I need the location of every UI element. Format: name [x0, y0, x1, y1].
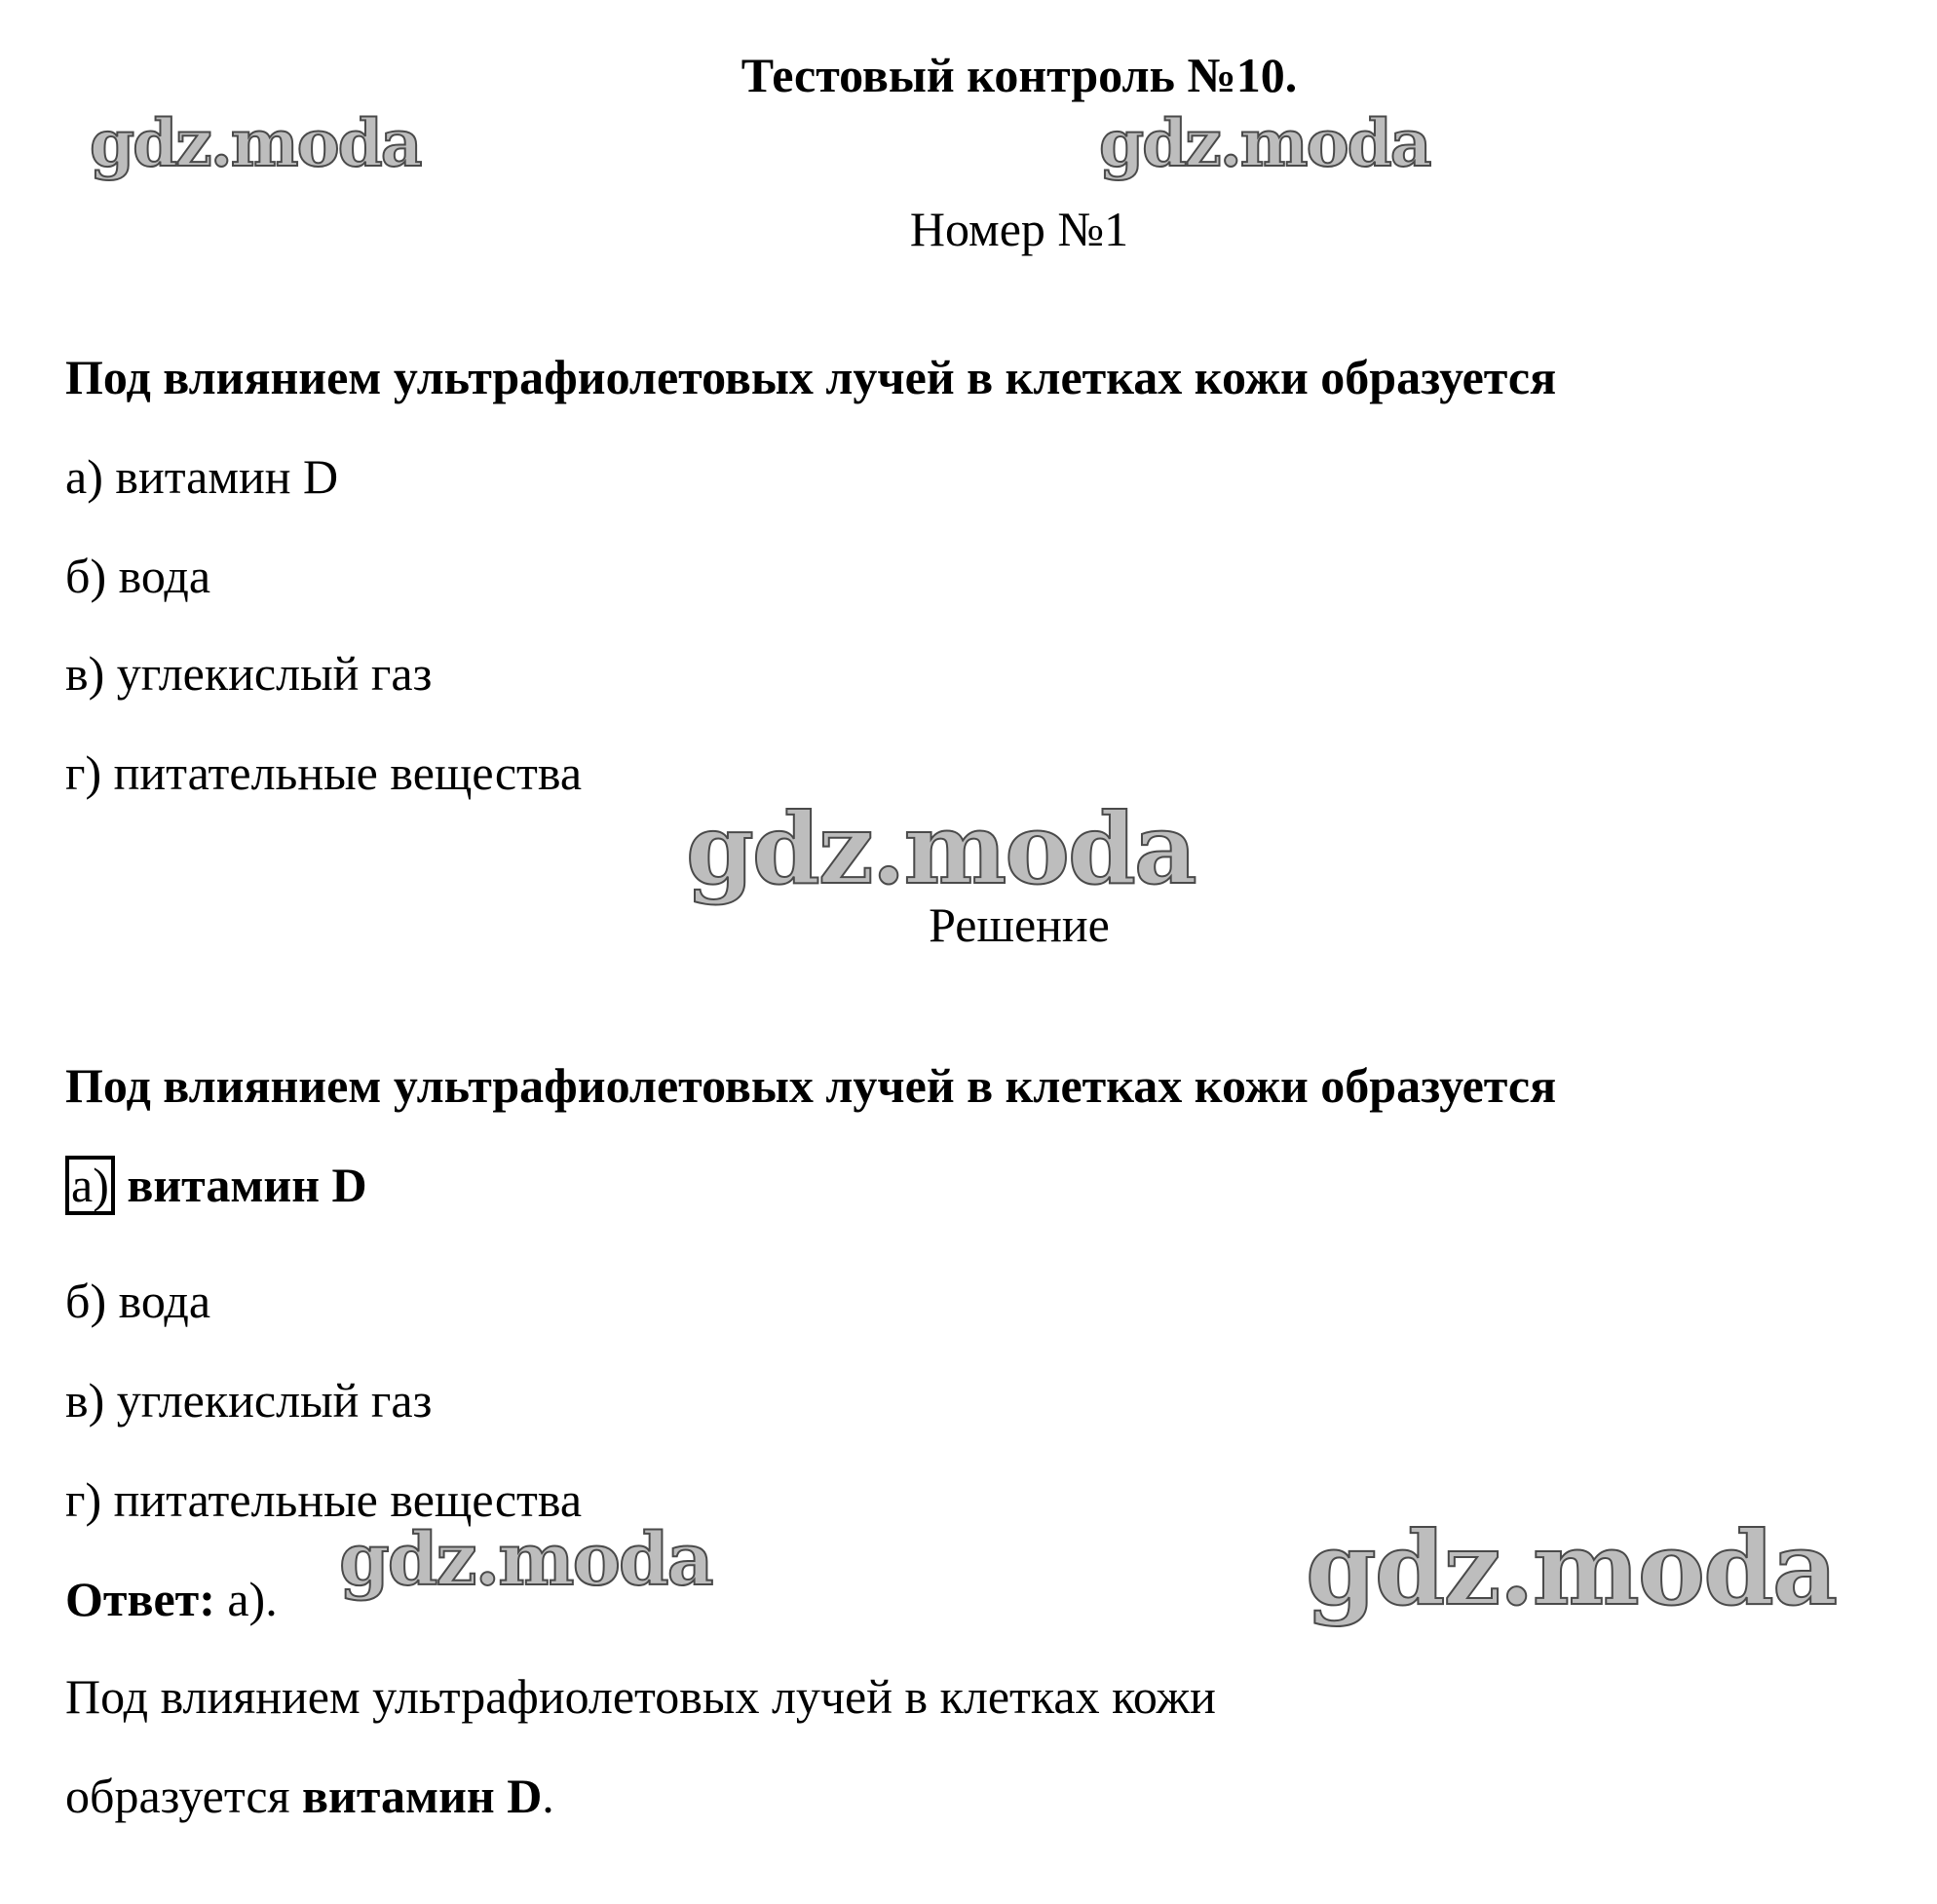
- task-number: Номер №1: [909, 202, 1129, 256]
- explanation-bold: витамин D: [302, 1769, 543, 1823]
- watermark-logo: gdz.moda: [686, 791, 1196, 906]
- watermark-logo: gdz.moda: [90, 105, 421, 181]
- solution-selected-option: [65, 1156, 367, 1215]
- answer-value: а).: [227, 1572, 278, 1626]
- task-option: г) питательные вещества: [65, 745, 583, 800]
- watermark-logo: gdz.moda: [1306, 1508, 1837, 1628]
- watermark-logo: gdz.moda: [1099, 105, 1430, 181]
- task-question: Под влиянием ультрафиолетовых лучей в клетках кожи образуется: [65, 350, 1557, 404]
- explanation-line-2: [65, 1768, 554, 1824]
- solution-option: г) питательные вещества: [65, 1472, 583, 1527]
- watermark-logo: gdz.moda: [339, 1518, 712, 1602]
- explanation-suffix: .: [542, 1769, 554, 1823]
- solution-option: в) углекислый газ: [65, 1373, 433, 1428]
- solution-option: б) вода: [65, 1274, 211, 1328]
- explanation-line-1: Под влиянием ультрафиолетовых лучей в клетках кожи: [65, 1669, 1216, 1724]
- explanation-prefix: образуется: [65, 1769, 290, 1823]
- selected-marker-box: а): [65, 1156, 115, 1215]
- task-option: б) вода: [65, 549, 211, 603]
- task-option: а) витамин D: [65, 449, 339, 504]
- solution-question: Под влиянием ультрафиолетовых лучей в клетках кожи образуется: [65, 1058, 1557, 1113]
- task-option: в) углекислый газ: [65, 646, 433, 701]
- answer-label: Ответ:: [65, 1572, 215, 1626]
- answer-line: [65, 1571, 278, 1627]
- page-title: Тестовый контроль №10.: [741, 48, 1298, 102]
- solution-heading: Решение: [929, 897, 1110, 952]
- selected-option-text: витамин D: [127, 1158, 367, 1212]
